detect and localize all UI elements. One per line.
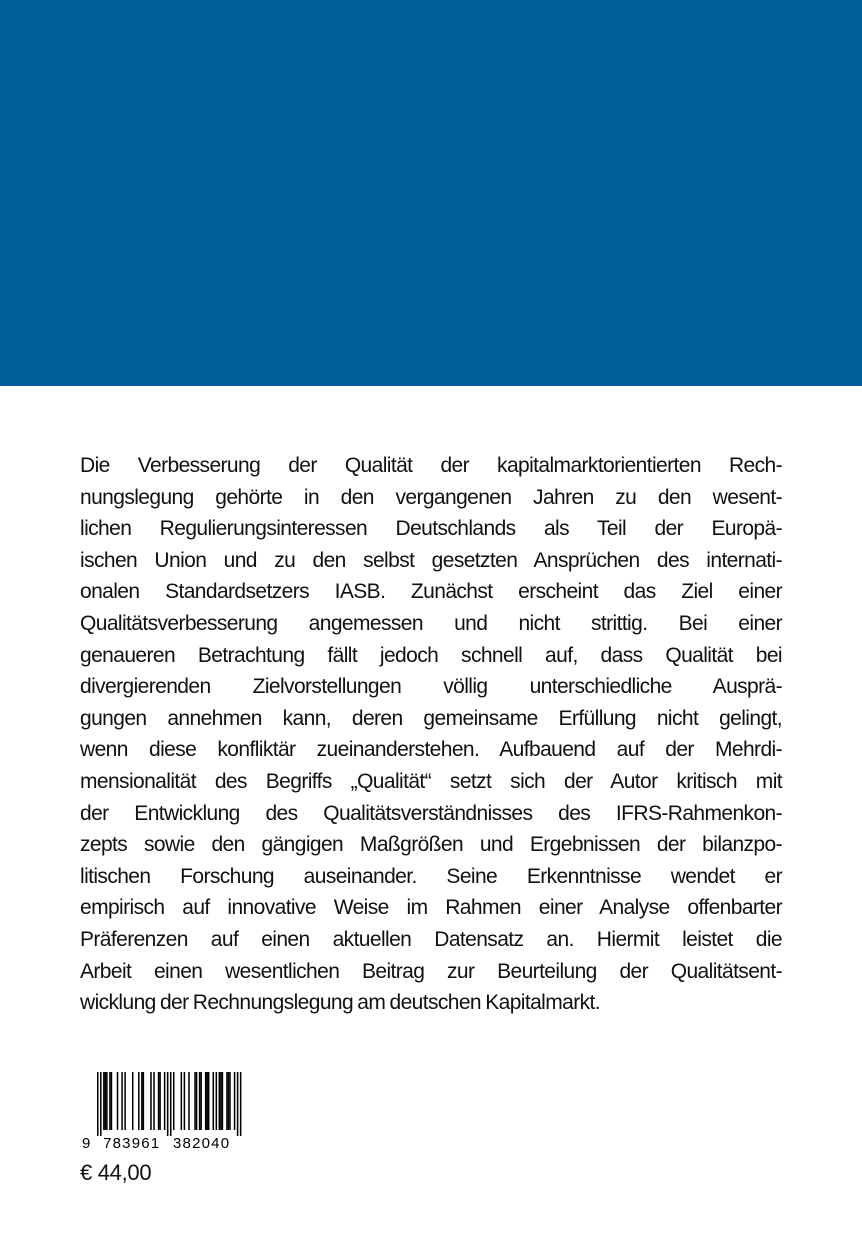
blurb-line: Arbeit einen wesentlichen Beitrag zur Beurteilung der Qualitätsent- xyxy=(80,959,782,983)
barcode-bar xyxy=(106,1072,108,1130)
blurb-line: litischen Forschung auseinander. Seine Erkenntnisse wendet er xyxy=(80,864,782,888)
blurb-line: divergierenden Zielvorstellungen völlig unterschiedliche Ausprä- xyxy=(80,675,782,699)
blurb-line: wenn diese konfliktär zueinanderstehen. Aufbauend auf der Mehrdi- xyxy=(80,738,782,762)
barcode-bar xyxy=(164,1072,166,1130)
barcode-bar xyxy=(234,1072,236,1130)
barcode-digits: 382040 xyxy=(173,1135,231,1152)
blurb-line: ischen Union und zu den selbst gesetzten Ansprüchen des internati- xyxy=(80,548,782,572)
barcode-bar xyxy=(141,1072,143,1130)
barcode-bar xyxy=(206,1072,208,1130)
barcode-bar xyxy=(97,1072,99,1136)
barcode-bar xyxy=(199,1072,201,1130)
barcode-digits: 9 xyxy=(82,1135,92,1152)
barcode-bar xyxy=(226,1072,228,1130)
blurb-text xyxy=(80,450,782,1019)
barcode-bar xyxy=(173,1072,175,1130)
barcode-bar xyxy=(213,1072,215,1130)
barcode-bar xyxy=(103,1072,105,1130)
blurb-line: Die Verbesserung der Qualität der kapitalmarktorientierten Rech- xyxy=(80,454,782,477)
blurb-line: mensionalität des Begriffs „Qualität“ setzt sich der Autor kritisch mit xyxy=(80,769,782,793)
isbn-barcode xyxy=(80,1072,250,1154)
cover-color-band xyxy=(0,0,862,386)
blurb-line: wicklung der Rechnungslegung am deutschen Kapitalmarkt. xyxy=(80,991,600,1015)
blurb-line: gungen annehmen kann, deren gemeinsame Erfüllung nicht gelingt, xyxy=(80,706,782,730)
barcode-bar xyxy=(181,1072,183,1130)
barcode-bar xyxy=(216,1072,218,1130)
barcode-bar xyxy=(132,1072,134,1130)
barcode-digits: 783961 xyxy=(103,1135,161,1152)
price: € 44,00 xyxy=(80,1160,152,1185)
barcode-bar xyxy=(194,1072,196,1130)
blurb-line: genaueren Betrachtung fällt jedoch schnell auf, dass Qualität bei xyxy=(80,643,782,667)
barcode-bar xyxy=(229,1072,231,1130)
barcode-bar xyxy=(184,1072,186,1130)
blurb-line: nungslegung gehörte in den vergangenen Jahren zu den wesent- xyxy=(80,485,782,509)
barcode-bar xyxy=(158,1072,160,1130)
barcode-bar xyxy=(205,1072,207,1130)
barcode-bar xyxy=(117,1072,119,1130)
barcode-bar xyxy=(170,1072,172,1136)
barcode-bar xyxy=(237,1072,239,1136)
barcode-bar xyxy=(143,1072,145,1130)
barcode-bar xyxy=(200,1072,202,1130)
barcode-bar xyxy=(220,1072,222,1130)
blurb-line: Präferenzen auf einen aktuellen Datensatz an. Hiermit leistet die xyxy=(80,927,782,951)
barcode-bar xyxy=(121,1072,123,1130)
barcode-bar xyxy=(222,1072,224,1130)
barcode-bar xyxy=(109,1072,111,1130)
barcode-bar xyxy=(124,1072,126,1130)
blurb-line: lichen Regulierungsinteressen Deutschlands als Teil der Europä- xyxy=(80,517,782,541)
barcode-bar xyxy=(153,1072,155,1130)
barcode-bar xyxy=(167,1072,169,1136)
barcode-bar xyxy=(150,1072,152,1130)
blurb-line: der Entwicklung des Qualitätsverständnisses des IFRS-Rahmenkon- xyxy=(80,801,782,825)
barcode-bar xyxy=(196,1072,198,1130)
blurb-line: empirisch auf innovative Weise im Rahmen einer Analyse offenbarter xyxy=(80,896,782,920)
barcode-bar xyxy=(219,1072,221,1130)
blurb-line: zepts sowie den gängigen Maßgrößen und Ergebnissen der bilanzpo- xyxy=(80,833,782,857)
barcode-bar xyxy=(188,1072,190,1130)
barcode-bar xyxy=(111,1072,113,1130)
barcode-bar xyxy=(100,1072,102,1136)
blurb-line: Qualitätsverbesserung angemessen und nicht strittig. Bei einer xyxy=(80,611,782,635)
barcode-bar xyxy=(208,1072,210,1130)
barcode-bar xyxy=(138,1072,140,1130)
barcode-bar xyxy=(159,1072,161,1130)
barcode-bar xyxy=(105,1072,107,1130)
blurb-line: onalen Standardsetzers IASB. Zunächst erscheint das Ziel einer xyxy=(80,580,782,604)
barcode-bar xyxy=(228,1072,230,1130)
barcode-bar xyxy=(240,1072,242,1136)
